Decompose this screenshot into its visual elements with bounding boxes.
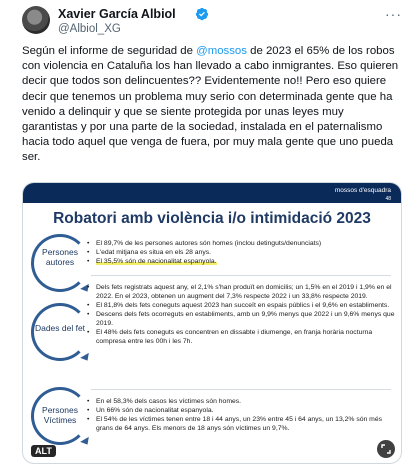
tweet-image[interactable] xyxy=(22,182,402,464)
list-item: • El 81,8% dels fets coneguts aquest 2023 han succeït en espais públics i el 9,6% en establiments. xyxy=(86,301,396,310)
list-item: • Descens dels fets ocorreguts en establiments, amb un 9,9% menys que 2022 i un 9,6% menys que 2019. xyxy=(86,310,396,328)
section-bullets-victimes xyxy=(86,397,396,433)
tweet-text xyxy=(22,44,400,166)
brand-logo-text: mossos d'esquadra xyxy=(334,187,391,194)
alt-text-badge[interactable]: ALT xyxy=(31,445,56,457)
expand-icon xyxy=(377,440,395,458)
slide-page-number: 48 xyxy=(385,196,391,202)
list-item: • En el 58,3% dels casos les víctimes són homes. xyxy=(86,397,396,406)
list-item: • El 89,7% de les persones autores són homes (inclou detinguts/denunciats) xyxy=(86,239,396,248)
list-item xyxy=(86,257,396,266)
section-divider xyxy=(91,275,391,276)
tweet-text-before: Según el informe de seguridad de xyxy=(22,45,197,57)
expand-image-button[interactable] xyxy=(377,440,395,458)
arrowhead-icon xyxy=(80,353,92,363)
section-bullets-autores xyxy=(86,239,396,266)
author-handle[interactable]: @Albiol_XG xyxy=(58,23,121,35)
author-name[interactable]: Xavier García Albiol xyxy=(58,7,176,21)
section-label-persones-autores: Persones autores xyxy=(42,247,78,267)
list-item: • El 54% de les víctimes tenen entre 18 i 44 anys, un 23% entre 45 i 64 anys, un 13,2% són més grans de 64 anys. Els menors de 18 anys són víctimes un 9,7%. xyxy=(86,415,396,433)
section-divider xyxy=(91,389,391,390)
verified-badge-icon xyxy=(195,7,209,21)
avatar[interactable] xyxy=(22,6,50,34)
brand-stripe xyxy=(23,183,401,203)
section-bullets-dades xyxy=(86,283,396,346)
list-item: • L'edat mitjana es situa en els 28 anys. xyxy=(86,248,396,257)
mention-link[interactable]: @mossos xyxy=(196,45,247,57)
highlighted-text: El 35,5% són de nacionalitat espanyola. xyxy=(96,258,217,265)
section-label-persones-victimes: Persones Víctimes xyxy=(42,405,78,425)
list-item: • Un 66% són de nacionalitat espanyola. xyxy=(86,406,396,415)
list-item: • El 48% dels fets coneguts es concentren en dissabte i diumenge, en franja horària nocturna compresa entre les 00h i les 7h. xyxy=(86,328,396,346)
more-options-icon[interactable]: ··· xyxy=(385,6,402,22)
arrowhead-icon xyxy=(80,437,92,447)
slide-title: Robatori amb violència i/o intimidació 2023 xyxy=(53,210,371,227)
list-item: • Dels fets registrats aquest any, el 2,1% s'han produït en domicilis; un 1,5% en el 2019 i 1,9% en el 2022. En el 2023, obtenen un augment del 7,3% respecte 2022 i un 33,8% respecte 2019. xyxy=(86,283,396,301)
tweet-text-after: de 2023 el 65% de los robos con violencia en Cataluña los han llevado a cabo inmigrantes. Eso quieren decir que todos son delincuentes?? Evidentemente no!! Pero eso quiere decir que tenemos un problema muy serio con determinada gente que ha venido a delinquir y que se siente protegida por unas leyes muy garantistas y por una parte de la sociedad, instalada en el paternalismo hacia todo aquel que venga de fuera, por muy mala gente que uno pueda ser. xyxy=(22,45,399,164)
tweet-header xyxy=(22,6,402,40)
section-label-dades-del-fet: Dades del fet xyxy=(34,323,86,333)
